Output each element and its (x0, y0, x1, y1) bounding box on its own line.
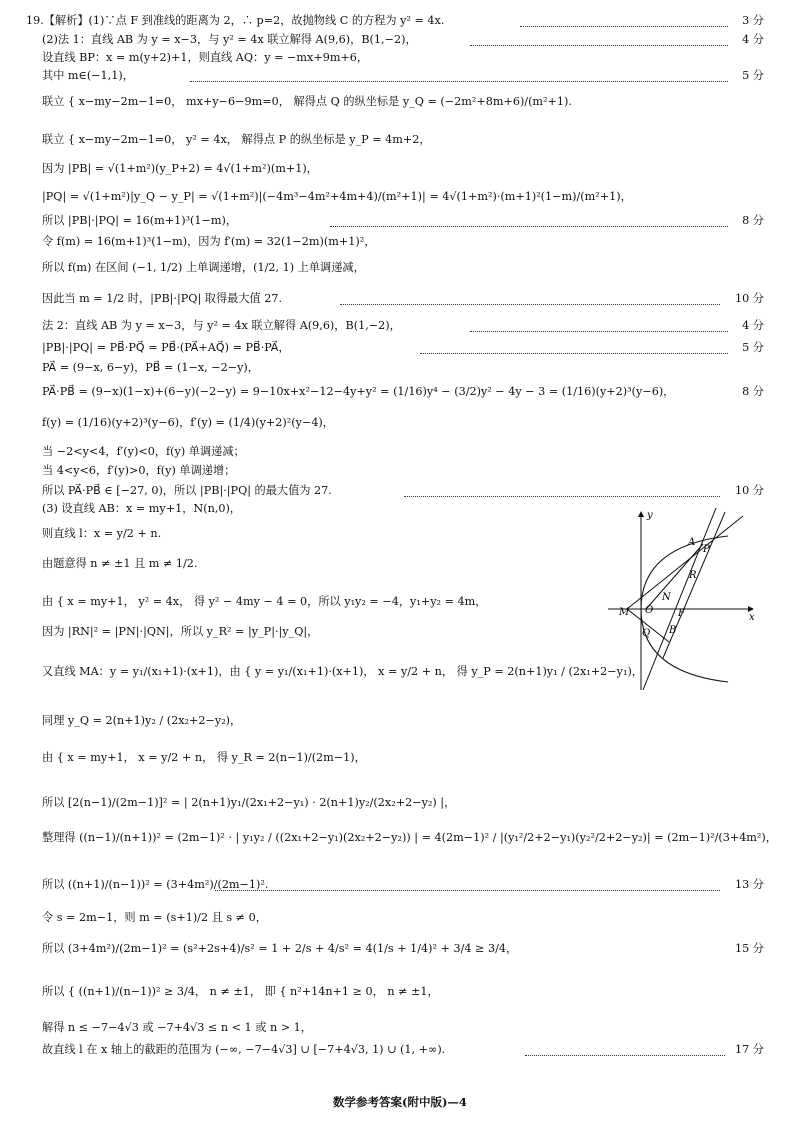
score-leader (470, 45, 728, 46)
solution-line-31: 所以 ((n+1)/(n−1))² = (3+4m²)/(2m−1)². (42, 878, 269, 891)
solution-line-23: 由题意得 n ≠ ±1 且 m ≠ 1/2. (42, 557, 198, 570)
parabola-figure (603, 508, 763, 690)
solution-line-11: 所以 f(m) 在区间 (−1, 1/2) 上单调递增，(1/2, 1) 上单调递减， (42, 261, 365, 274)
solution-line-2: (2)法 1：直线 AB 为 y = x−3，与 y² = 4x 联立解得 A(9,6)，B(1,−2)， (42, 33, 417, 46)
score-label: 4 分 (742, 319, 764, 332)
solution-line-14: |PB|·|PQ| = PB⃗·PQ⃗ = PB⃗·(PA⃗+AQ⃗) = PB⃗·PA⃗， (42, 341, 290, 354)
label-o: O (645, 605, 654, 616)
solution-line-17: f(y) = (1/16)(y+2)³(y−6)，f′(y) = (1/4)(y+2)²(y−4)， (42, 416, 334, 429)
solution-line-19: 当 4<y<6，f′(y)>0，f(y) 单调递增； (42, 464, 236, 477)
score-label: 15 分 (735, 942, 764, 955)
label-x: x (749, 612, 755, 623)
label-a: A (688, 537, 696, 548)
solution-line-26: 又直线 MA：y = y₁/(x₁+1)·(x+1)，由 { y = y₁/(x₁+1)·(x+1)， x = y/2 + n， 得 y_P = 2(n+1)y₁ / (2x₁+2−y₁)， (42, 665, 643, 678)
line-ma (627, 516, 743, 609)
solution-line-3: 设直线 BP：x = m(y+2)+1，则直线 AQ：y = −mx+9m+6， (42, 51, 369, 64)
solution-line-22: 则直线 l：x = y/2 + n. (42, 527, 162, 540)
score-leader (520, 26, 728, 27)
solution-line-27: 同理 y_Q = 2(n+1)y₂ / (2x₂+2−y₂)， (42, 714, 242, 727)
solution-line-18: 当 −2<y<4，f′(y)<0，f(y) 单调递减； (42, 445, 245, 458)
solution-line-30: 整理得 ((n−1)/(n+1))² = (2m−1)² · | y₁y₂ / ((2x₁+2−y₁)(2x₂+2−y₂)) | = 4(2m−1)² / |(y₁²/2+2−y₁)(y₂²/2+2−y₂)| = (2m−1)²/(3+4m²)， (42, 831, 777, 844)
score-leader (215, 890, 720, 891)
label-y: y (647, 510, 653, 521)
score-leader (340, 304, 720, 305)
score-leader (404, 496, 720, 497)
score-label: 3 分 (742, 14, 764, 27)
label-r: R (689, 570, 697, 581)
score-leader (470, 331, 728, 332)
score-leader (190, 81, 728, 82)
solution-line-35: 解得 n ≤ −7−4√3 或 −7+4√3 ≤ n < 1 或 n > 1， (42, 1021, 312, 1034)
solution-line-5: 联立 { x−my−2m−1=0， mx+y−6−9m=0， 解得点 Q 的纵坐标是 y_Q = (−2m²+8m+6)/(m²+1). (42, 95, 572, 108)
solution-line-10: 令 f(m) = 16(m+1)³(1−m)，因为 f′(m) = 32(1−2m)(m+1)²， (42, 235, 376, 248)
solution-line-33: 所以 (3+4m²)/(2m−1)² = (s²+2s+4)/s² = 1 + 2/s + 4/s² = 4(1/s + 1/4)² + 3/4 ≥ 3/4， (42, 942, 518, 955)
solution-line-28: 由 { x = my+1， x = y/2 + n， 得 y_R = 2(n−1)/(2m−1)， (42, 751, 366, 764)
solution-line-15: PA⃗ = (9−x, 6−y)，PB⃗ = (1−x, −2−y)， (42, 361, 259, 374)
solution-line-24: 由 { x = my+1， y² = 4x， 得 y² − 4my − 4 = 0，所以 y₁y₂ = −4，y₁+y₂ = 4m， (42, 595, 487, 608)
score-label: 10 分 (735, 292, 764, 305)
solution-line-21: (3) 设直线 AB：x = my+1，N(n,0)， (42, 502, 241, 515)
solution-line-36: 故直线 l 在 x 轴上的截距的范围为 (−∞, −7−4√3] ∪ [−7+4√3, 1) ∪ (1, +∞). (42, 1043, 446, 1056)
label-q: Q (642, 628, 651, 639)
score-label: 8 分 (742, 214, 764, 227)
solution-line-12: 因此当 m = 1/2 时，|PB|·|PQ| 取得最大值 27. (42, 292, 283, 305)
solution-line-20: 所以 PA⃗·PB⃗ ∈ [−27, 0)，所以 |PB|·|PQ| 的最大值为 27. (42, 484, 332, 497)
score-label: 5 分 (742, 69, 764, 82)
label-b: B (669, 625, 677, 636)
solution-line-25: 因为 |RN|² = |PN|·|QN|，所以 y_R² = |y_P|·|y_Q|， (42, 625, 319, 638)
solution-line-4: 其中 m∈(−1,1)， (42, 69, 134, 82)
label-f: F (678, 608, 685, 619)
solution-line-6: 联立 { x−my−2m−1=0， y² = 4x， 解得点 P 的纵坐标是 y_P = 4m+2， (42, 133, 431, 146)
label-m: M (619, 607, 630, 618)
solution-line-16: PA⃗·PB⃗ = (9−x)(1−x)+(6−y)(−2−y) = 9−10x+x²−12−4y+y² = (1/16)y⁴ − (3/2)y² − 4y − 3 = (1/16)(y+2)³(y−6)， (42, 385, 675, 398)
line-l (643, 508, 716, 690)
page-footer: 数学参考答案(附中版)—4 (333, 1095, 467, 1109)
solution-line-9: 所以 |PB|·|PQ| = 16(m+1)³(1−m)， (42, 214, 238, 227)
score-label: 8 分 (742, 385, 764, 398)
score-label: 4 分 (742, 33, 764, 46)
label-p: P (703, 544, 710, 555)
solution-line-7: 因为 |PB| = √(1+m²)(y_P+2) = 4√(1+m²)(m+1)， (42, 162, 318, 175)
label-n: N (662, 592, 671, 603)
solution-line-29: 所以 [2(n−1)/(2m−1)]² = | 2(n+1)y₁/(2x₁+2−y₁) · 2(n+1)y₂/(2x₂+2−y₂) |， (42, 796, 456, 809)
line-ab (663, 512, 725, 658)
solution-line-34: 所以 { ((n+1)/(n−1))² ≥ 3/4， n ≠ ±1， 即 { n²+14n+1 ≥ 0， n ≠ ±1， (42, 985, 439, 998)
score-label: 5 分 (742, 341, 764, 354)
score-label: 13 分 (735, 878, 764, 891)
score-label: 10 分 (735, 484, 764, 497)
score-label: 17 分 (735, 1043, 764, 1056)
solution-line-8: |PQ| = √(1+m²)|y_Q − y_P| = √(1+m²)|(−4m³−4m²+4m+4)/(m²+1)| = 4√(1+m²)·(m+1)²(1−m)/(m²+1)， (42, 190, 632, 203)
solution-line-13: 法 2：直线 AB 为 y = x−3，与 y² = 4x 联立解得 A(9,6)，B(1,−2)， (42, 319, 401, 332)
solution-line-32: 令 s = 2m−1，则 m = (s+1)/2 且 s ≠ 0， (42, 911, 267, 924)
score-leader (525, 1055, 725, 1056)
solution-line-1: 19.【解析】(1)∵点 F 到准线的距离为 2，∴ p=2，故抛物线 C 的方程为 y² = 4x. (26, 14, 445, 27)
score-leader (420, 353, 728, 354)
score-leader (330, 226, 728, 227)
